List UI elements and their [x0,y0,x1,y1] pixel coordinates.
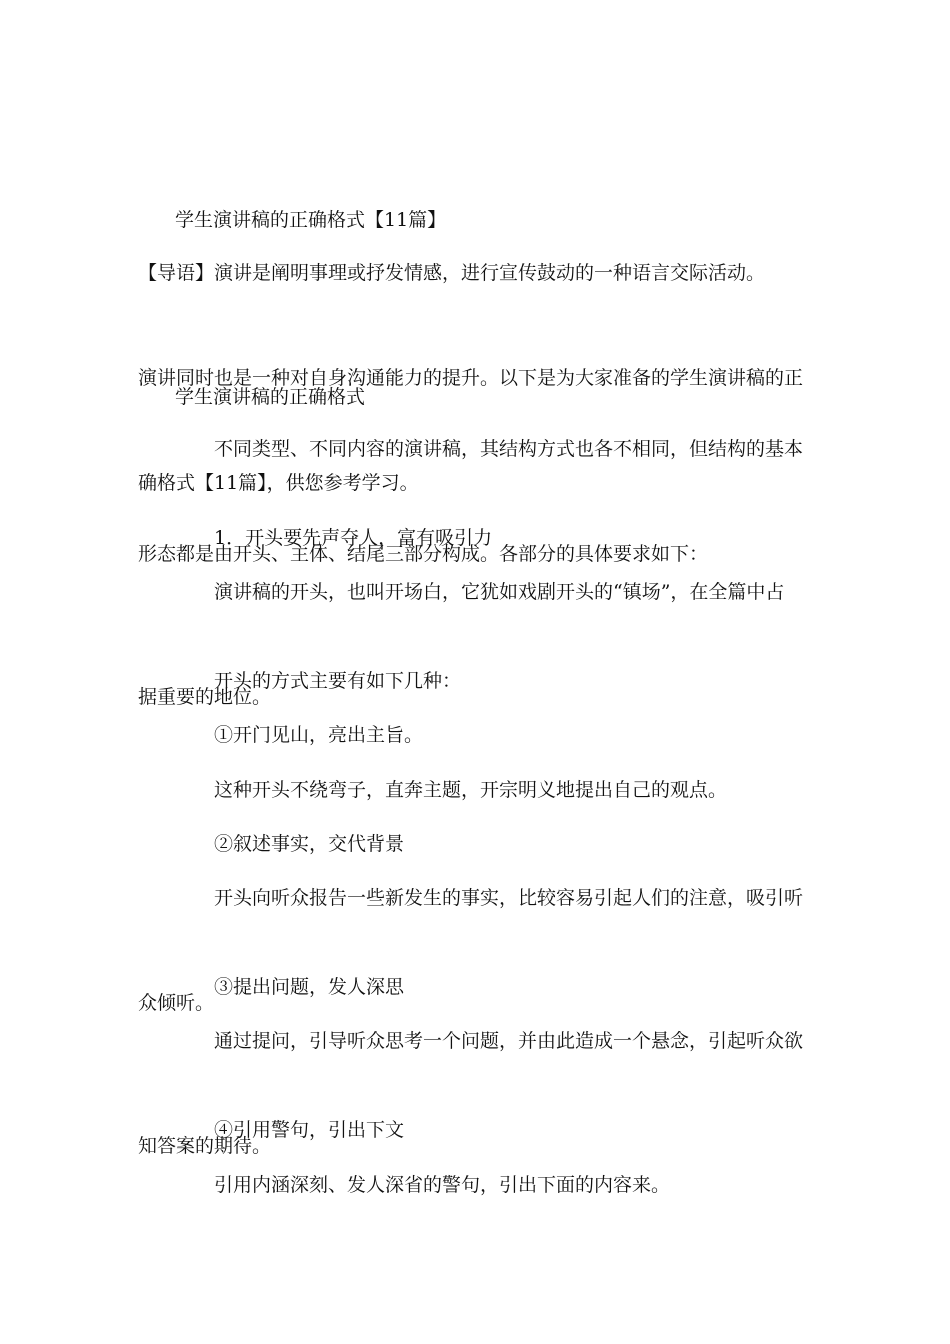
method-4-description-text: 引用内涵深刻、发人深省的警句，引出下面的内容来。 [214,1174,671,1196]
method-2-heading-text: ②叙述事实，交代背景 [214,833,405,855]
method-3-line-1: 通过提问，引导听众思考一个问题，并由此造成一个悬念，引起听众欲 [214,1030,804,1052]
structure-line-2: 形态都是由开头、主体、结尾三部分构成。各部分的具体要求如下： [138,543,709,565]
intro-line-2: 演讲同时也是一种对自身沟通能力的提升。以下是为大家准备的学生演讲稿的正 [138,367,804,389]
structure-line-1: 不同类型、不同内容的演讲稿，其结构方式也各不相同，但结构的基本 [214,438,804,460]
method-3-line-2: 知答案的期待。 [138,1135,272,1157]
method-2-line-1: 开头向听众报告一些新发生的事实，比较容易引起人们的注意，吸引听 [214,887,804,909]
section-heading-text: 学生演讲稿的正确格式 [175,386,366,408]
document-title-text: 学生演讲稿的正确格式【11篇】 [175,209,447,231]
method-1-description-text: 这种开头不绕弯子，直奔主题，开宗明义地提出自己的观点。 [214,779,728,801]
method-4-heading-text: ④引用警句，引出下文 [214,1119,405,1141]
method-1-heading-text: ①开门见山，亮出主旨。 [214,724,424,746]
list-item-1-text: 1．开头要先声夺人，富有吸引力 [214,527,493,549]
opening-line-1: 演讲稿的开头，也叫开场白，它犹如戏剧开头的“镇场”，在全篇中占 [214,581,785,603]
method-2-line-2: 众倾听。 [138,992,215,1014]
intro-line-1: 【导语】演讲是阐明事理或抒发情感，进行宣传鼓动的一种语言交际活动。 [138,262,766,284]
intro-line-3: 确格式【11篇】，供您参考学习。 [138,472,419,494]
methods-intro-text: 开头的方式主要有如下几种： [214,670,462,692]
opening-line-2: 据重要的地位。 [138,686,272,708]
method-3-heading-text: ③提出问题，发人深思 [214,976,405,998]
method-4-description [214,1098,894,1273]
